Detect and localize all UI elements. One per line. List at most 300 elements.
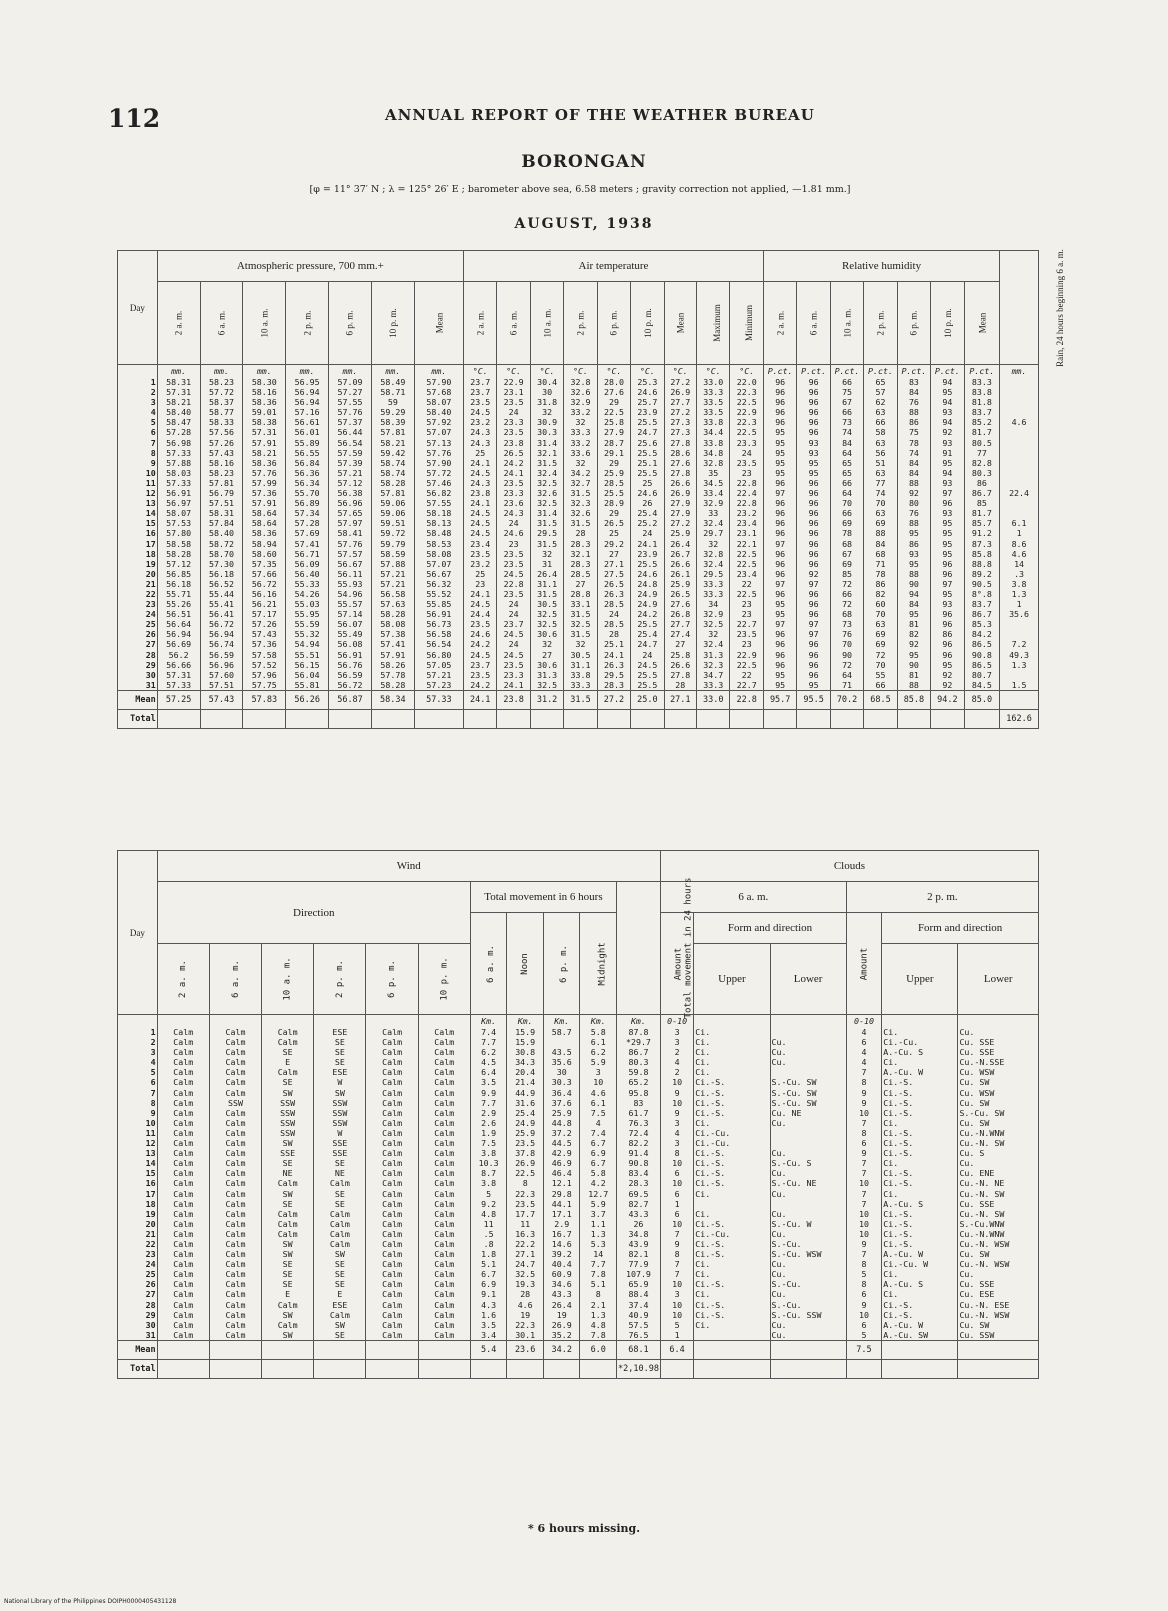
data-cell: 83.7 xyxy=(964,599,1000,609)
data-cell: 32.8 xyxy=(697,549,730,559)
data-cell: 95 xyxy=(763,427,796,437)
data-cell: 27.2 xyxy=(664,518,696,528)
data-cell: 83.3 xyxy=(964,377,1000,387)
data-cell: 90 xyxy=(897,579,930,589)
data-cell: Cu. xyxy=(770,1118,846,1128)
data-cell: W xyxy=(314,1128,366,1138)
data-cell: Ci. xyxy=(694,1037,770,1047)
data-cell: 57.91 xyxy=(243,438,286,448)
data-cell: 80.5 xyxy=(964,438,1000,448)
data-cell: Calm xyxy=(262,1067,314,1077)
data-cell: 58.36 xyxy=(243,528,286,538)
total-cell xyxy=(157,709,200,728)
temperature-col-header: Minimum xyxy=(730,282,764,365)
data-cell: 31.1 xyxy=(530,579,563,589)
data-cell: 6.7 xyxy=(580,1138,617,1148)
data-cell: 58.16 xyxy=(243,387,286,397)
data-cell: 71 xyxy=(864,559,897,569)
data-cell: 7.8 xyxy=(580,1269,617,1279)
table-row xyxy=(118,488,1039,498)
data-cell: Cu. xyxy=(770,1168,846,1178)
data-cell: 56.94 xyxy=(157,629,200,639)
data-cell: 9 xyxy=(846,1300,882,1310)
data-cell: 80.3 xyxy=(964,468,1000,478)
data-cell: Calm xyxy=(366,1310,418,1320)
data-cell: 22.3 xyxy=(730,417,764,427)
data-cell: S.-Cu. NE xyxy=(770,1178,846,1188)
data-cell: 27.9 xyxy=(664,508,696,518)
data-cell: 58.36 xyxy=(243,397,286,407)
day-cell: 27 xyxy=(118,639,158,649)
data-cell: 22 xyxy=(730,579,764,589)
table-row xyxy=(118,427,1039,437)
mean-cell: 6.0 xyxy=(580,1340,617,1359)
data-cell: 55.81 xyxy=(286,680,329,691)
data-cell: 25 xyxy=(463,569,496,579)
data-cell: 33.4 xyxy=(697,488,730,498)
day-cell: 11 xyxy=(118,478,158,488)
data-cell: 59.51 xyxy=(371,518,414,528)
data-cell: 10 xyxy=(846,1229,882,1239)
unit-cell: Km. xyxy=(543,1015,580,1028)
data-cell: 30 xyxy=(530,387,563,397)
table-row xyxy=(118,508,1039,518)
data-cell: 55.89 xyxy=(286,438,329,448)
data-cell: 57.46 xyxy=(414,478,463,488)
total-cell xyxy=(463,709,496,728)
direction-col-header: 2 p. m. xyxy=(314,944,366,1015)
data-cell: 92 xyxy=(797,569,830,579)
data-cell: 57.43 xyxy=(200,448,243,458)
data-cell: 64 xyxy=(830,448,863,458)
data-cell: 28.6 xyxy=(664,448,696,458)
data-cell: Cu.-N.WNW xyxy=(958,1128,1039,1138)
data-cell: S.-Cu. S xyxy=(770,1158,846,1168)
data-cell: 69 xyxy=(864,629,897,639)
data-cell: 56.94 xyxy=(200,629,243,639)
data-cell: 32 xyxy=(697,629,730,639)
data-cell: 78 xyxy=(897,438,930,448)
data-cell: 27.3 xyxy=(664,427,696,437)
unit-cell: °C. xyxy=(530,365,563,378)
data-cell: Calm xyxy=(314,1229,366,1239)
data-cell: 33 xyxy=(697,508,730,518)
data-cell: 31.5 xyxy=(564,488,597,498)
data-cell: Calm xyxy=(366,1259,418,1269)
data-cell: 3 xyxy=(660,1118,693,1128)
total-cell xyxy=(209,1359,261,1378)
data-cell xyxy=(1000,448,1039,458)
data-cell: Ci. xyxy=(694,1209,770,1219)
data-cell: 4.6 xyxy=(1000,549,1039,559)
data-cell: 58.13 xyxy=(414,518,463,528)
data-cell: 56.96 xyxy=(329,498,372,508)
total-cell xyxy=(730,709,764,728)
data-cell: Calm xyxy=(418,1178,470,1188)
data-cell: 20.4 xyxy=(507,1067,544,1077)
day-cell: 4 xyxy=(118,407,158,417)
data-cell: Calm xyxy=(366,1158,418,1168)
data-cell: 97 xyxy=(763,579,796,589)
data-cell: SSW xyxy=(262,1098,314,1108)
data-cell: 78 xyxy=(830,528,863,538)
data-cell: 7 xyxy=(846,1067,882,1077)
data-cell: 26.6 xyxy=(664,660,696,670)
data-cell: 31.8 xyxy=(530,397,563,407)
data-cell: 1 xyxy=(1000,528,1039,538)
data-cell: 1 xyxy=(660,1199,693,1209)
data-cell: 22.5 xyxy=(730,660,764,670)
day-cell: 19 xyxy=(118,1209,158,1219)
day-cell: 1 xyxy=(118,1027,158,1037)
data-cell: A.-Cu. S xyxy=(882,1047,958,1057)
data-cell: 24.1 xyxy=(631,539,664,549)
mean-cell: 58.34 xyxy=(371,690,414,709)
data-cell: 26.3 xyxy=(597,589,630,599)
mean-cell: 23.6 xyxy=(507,1340,544,1359)
data-cell: Ci.-S. xyxy=(882,1239,958,1249)
data-cell: 24.3 xyxy=(497,508,530,518)
data-cell: 95 xyxy=(797,680,830,691)
data-cell: 32.4 xyxy=(697,559,730,569)
data-cell: 83 xyxy=(897,377,930,387)
data-cell: 84.5 xyxy=(964,680,1000,691)
data-cell: 56.32 xyxy=(414,579,463,589)
data-cell: 76.3 xyxy=(617,1118,661,1128)
data-cell: 97 xyxy=(931,579,964,589)
data-cell: 32 xyxy=(564,458,597,468)
day-cell: 9 xyxy=(118,1108,158,1118)
table-row xyxy=(118,1199,1039,1209)
data-cell: 28.7 xyxy=(597,438,630,448)
data-cell: 57.36 xyxy=(243,488,286,498)
data-cell: 86 xyxy=(964,478,1000,488)
data-cell: 56.51 xyxy=(157,609,200,619)
total-cell xyxy=(418,1359,470,1378)
data-cell: Calm xyxy=(418,1249,470,1259)
unit-cell: 0-10 xyxy=(846,1015,882,1028)
data-cell: 58.07 xyxy=(414,397,463,407)
data-cell: 28 xyxy=(564,528,597,538)
data-cell: 7.2 xyxy=(1000,639,1039,649)
mean-cell: 23.8 xyxy=(497,690,530,709)
lower-6am-header: Lower xyxy=(770,944,846,1015)
data-cell: 44.9 xyxy=(507,1088,544,1098)
data-cell: ESE xyxy=(314,1027,366,1037)
total-cell xyxy=(262,1359,314,1378)
data-cell: 57.81 xyxy=(371,427,414,437)
data-cell: 97 xyxy=(797,629,830,639)
form-2pm-header: Form and direction xyxy=(882,913,1039,944)
data-cell: Calm xyxy=(157,1027,209,1037)
lower-2pm-header: Lower xyxy=(958,944,1039,1015)
data-cell: 31 xyxy=(530,559,563,569)
unit-cell: P.ct. xyxy=(964,365,1000,378)
data-cell: 29 xyxy=(597,397,630,407)
data-cell: Calm xyxy=(418,1279,470,1289)
mean-cell xyxy=(1000,690,1039,709)
data-cell: 66 xyxy=(830,377,863,387)
data-cell: 9.1 xyxy=(470,1289,507,1299)
data-cell: 3 xyxy=(660,1138,693,1148)
data-cell: Calm xyxy=(209,1077,261,1087)
data-cell: Ci.-S. xyxy=(882,1209,958,1219)
data-cell: Calm xyxy=(157,1168,209,1178)
data-cell: 7 xyxy=(846,1158,882,1168)
data-cell: Calm xyxy=(366,1279,418,1289)
data-cell: 58.40 xyxy=(157,407,200,417)
data-cell: Ci. xyxy=(694,1027,770,1037)
data-cell: 57.5 xyxy=(617,1320,661,1330)
data-cell: 66 xyxy=(830,478,863,488)
mean-cell xyxy=(366,1340,418,1359)
direction-header: Direction xyxy=(157,882,470,944)
data-cell: 57.52 xyxy=(243,660,286,670)
data-cell: 30.3 xyxy=(543,1077,580,1087)
data-cell: SW xyxy=(262,1310,314,1320)
unit-cell: mm. xyxy=(1000,365,1039,378)
data-cell: 28.5 xyxy=(597,478,630,488)
data-cell: 25.2 xyxy=(631,518,664,528)
data-cell: 76 xyxy=(830,629,863,639)
mean-cell: 27.2 xyxy=(597,690,630,709)
data-cell: 58.41 xyxy=(329,528,372,538)
data-cell: 10 xyxy=(660,1178,693,1188)
data-cell: Calm xyxy=(209,1067,261,1077)
data-cell: 23.5 xyxy=(463,619,496,629)
data-cell: Calm xyxy=(157,1047,209,1057)
data-cell: Ci.-Cu. xyxy=(694,1229,770,1239)
day-cell: 29 xyxy=(118,660,158,670)
data-cell: 17.7 xyxy=(507,1209,544,1219)
data-cell: 58.39 xyxy=(371,417,414,427)
data-cell: 56.85 xyxy=(157,569,200,579)
data-cell: Cu.-N.SSE xyxy=(958,1057,1039,1067)
data-cell: 84 xyxy=(897,599,930,609)
data-cell xyxy=(1000,427,1039,437)
total-cell xyxy=(770,1359,846,1378)
data-cell: Calm xyxy=(366,1249,418,1259)
data-cell: Calm xyxy=(262,1209,314,1219)
data-cell: 1.1 xyxy=(580,1219,617,1229)
data-cell: 6.1 xyxy=(580,1037,617,1047)
data-cell: 7.7 xyxy=(470,1098,507,1108)
data-cell: Calm xyxy=(366,1199,418,1209)
data-cell: 30.3 xyxy=(530,427,563,437)
data-cell: 25.6 xyxy=(631,438,664,448)
data-cell: 93 xyxy=(931,407,964,417)
day-cell: 14 xyxy=(118,508,158,518)
data-cell: 57.21 xyxy=(329,468,372,478)
pressure-col-header: Mean xyxy=(414,282,463,365)
data-cell: 15.9 xyxy=(507,1037,544,1047)
data-cell: 57.07 xyxy=(414,559,463,569)
data-cell: 28.5 xyxy=(597,599,630,609)
data-cell: 4.3 xyxy=(470,1300,507,1310)
humidity-col-header: Mean xyxy=(964,282,1000,365)
day-cell: 28 xyxy=(118,1300,158,1310)
data-cell: 9 xyxy=(660,1088,693,1098)
amount-2pm-header: Amount xyxy=(846,913,882,1015)
data-cell: 26.9 xyxy=(543,1320,580,1330)
data-cell: SE xyxy=(262,1259,314,1269)
data-cell: 33.5 xyxy=(697,407,730,417)
data-cell: SSE xyxy=(314,1138,366,1148)
data-cell: W xyxy=(314,1077,366,1087)
data-cell: 56.95 xyxy=(286,377,329,387)
data-cell: 23.6 xyxy=(497,498,530,508)
data-cell: 4.2 xyxy=(580,1178,617,1188)
data-cell: Calm xyxy=(157,1037,209,1047)
data-cell: 24.6 xyxy=(631,387,664,397)
data-cell: 57.17 xyxy=(243,609,286,619)
data-cell: 27.9 xyxy=(597,427,630,437)
data-cell: 56.91 xyxy=(414,609,463,619)
data-cell: 23.4 xyxy=(730,518,764,528)
day-cell: 6 xyxy=(118,1077,158,1087)
data-cell: Cu.-N.WNW xyxy=(958,1229,1039,1239)
data-cell: 66 xyxy=(830,508,863,518)
mean-cell: 70.2 xyxy=(830,690,863,709)
data-cell: 57.81 xyxy=(200,478,243,488)
table-row xyxy=(118,589,1039,599)
day-cell: 22 xyxy=(118,589,158,599)
data-cell: 24.5 xyxy=(463,407,496,417)
data-cell: 70 xyxy=(830,498,863,508)
data-cell: 58.28 xyxy=(371,478,414,488)
data-cell: 22.7 xyxy=(730,619,764,629)
data-cell: 57.05 xyxy=(414,660,463,670)
mean-cell: 25.0 xyxy=(631,690,664,709)
data-cell: Calm xyxy=(209,1249,261,1259)
data-cell: 25.5 xyxy=(631,468,664,478)
data-cell: 69 xyxy=(830,559,863,569)
mean-cell: 68.5 xyxy=(864,690,897,709)
total-cell xyxy=(694,1359,770,1378)
table-row xyxy=(118,1027,1039,1037)
data-cell: Cu. xyxy=(770,1330,846,1341)
data-cell: Calm xyxy=(157,1148,209,1158)
data-cell: 27.2 xyxy=(664,407,696,417)
data-cell xyxy=(543,1037,580,1047)
data-cell: 32.5 xyxy=(530,609,563,619)
data-cell: 3.5 xyxy=(470,1320,507,1330)
data-cell: Calm xyxy=(366,1209,418,1219)
data-cell: 58.53 xyxy=(414,539,463,549)
data-cell: 93 xyxy=(931,599,964,609)
data-cell: Calm xyxy=(209,1289,261,1299)
data-cell: Cu. SW xyxy=(958,1098,1039,1108)
data-cell: Calm xyxy=(157,1330,209,1341)
day-cell: 8 xyxy=(118,448,158,458)
data-cell: 4.6 xyxy=(1000,417,1039,427)
data-cell: 24 xyxy=(631,528,664,538)
data-cell: 31.1 xyxy=(564,660,597,670)
data-cell: Ci.-S. xyxy=(694,1148,770,1158)
data-cell: 28.3 xyxy=(564,559,597,569)
data-cell: 86 xyxy=(897,417,930,427)
data-cell: 67 xyxy=(830,397,863,407)
data-cell: Calm xyxy=(314,1310,366,1320)
data-cell: 32.5 xyxy=(697,619,730,629)
data-cell: 83.8 xyxy=(964,387,1000,397)
data-cell: Calm xyxy=(366,1168,418,1178)
data-cell: 57.88 xyxy=(371,559,414,569)
day-cell: 18 xyxy=(118,1199,158,1209)
mean-cell xyxy=(882,1340,958,1359)
data-cell xyxy=(1000,438,1039,448)
data-cell: 56.67 xyxy=(414,569,463,579)
data-cell: 17.1 xyxy=(543,1209,580,1219)
data-cell: 32 xyxy=(564,417,597,427)
data-cell: 1.8 xyxy=(470,1249,507,1259)
total-cell xyxy=(530,709,563,728)
data-cell: 74 xyxy=(830,427,863,437)
data-cell: 10 xyxy=(846,1178,882,1188)
data-cell: 56.98 xyxy=(157,438,200,448)
data-cell: 69 xyxy=(864,518,897,528)
data-cell: 56.64 xyxy=(157,619,200,629)
data-cell: Calm xyxy=(157,1118,209,1128)
data-cell: Cu. xyxy=(770,1057,846,1067)
data-cell: 37.2 xyxy=(543,1128,580,1138)
data-cell: 57.90 xyxy=(414,377,463,387)
data-cell: 26.4 xyxy=(664,539,696,549)
data-cell: 66 xyxy=(864,417,897,427)
table-row xyxy=(118,680,1039,691)
data-cell: 51 xyxy=(864,458,897,468)
data-cell: SW xyxy=(262,1189,314,1199)
day-cell: 12 xyxy=(118,488,158,498)
data-cell: 7.4 xyxy=(580,1128,617,1138)
data-cell: 95 xyxy=(797,468,830,478)
unit-cell xyxy=(958,1015,1039,1028)
data-cell: 55 xyxy=(864,670,897,680)
data-cell: 3 xyxy=(580,1067,617,1077)
data-cell: 8 xyxy=(660,1148,693,1158)
day-cell: 5 xyxy=(118,1067,158,1077)
data-cell: 57.66 xyxy=(243,569,286,579)
data-cell: 2 xyxy=(660,1067,693,1077)
data-cell: 56.69 xyxy=(157,639,200,649)
day-cell: 21 xyxy=(118,579,158,589)
data-cell: 56.41 xyxy=(200,609,243,619)
table-row xyxy=(118,438,1039,448)
data-cell: 27.8 xyxy=(664,438,696,448)
data-cell: 57.63 xyxy=(371,599,414,609)
data-cell: 24.5 xyxy=(497,629,530,639)
data-cell: 34 xyxy=(697,599,730,609)
data-cell: 87.3 xyxy=(964,539,1000,549)
data-cell: 27.7 xyxy=(664,619,696,629)
data-cell: 24.5 xyxy=(497,650,530,660)
data-cell: Calm xyxy=(157,1098,209,1108)
data-cell: 95 xyxy=(897,559,930,569)
data-cell: 59.72 xyxy=(371,528,414,538)
data-cell: Calm xyxy=(157,1158,209,1168)
data-cell: 22.8 xyxy=(497,579,530,589)
data-cell xyxy=(1000,619,1039,629)
day-header: Day xyxy=(118,251,158,365)
data-cell: 25.5 xyxy=(631,670,664,680)
data-cell: 58.7 xyxy=(543,1027,580,1037)
total-cell xyxy=(243,709,286,728)
data-cell: 16.7 xyxy=(543,1229,580,1239)
data-cell: 7 xyxy=(660,1259,693,1269)
data-cell: 32 xyxy=(564,639,597,649)
day-cell: 11 xyxy=(118,1128,158,1138)
library-credit: National Library of the Philippines DOIPH0000405431128 xyxy=(4,1598,177,1605)
